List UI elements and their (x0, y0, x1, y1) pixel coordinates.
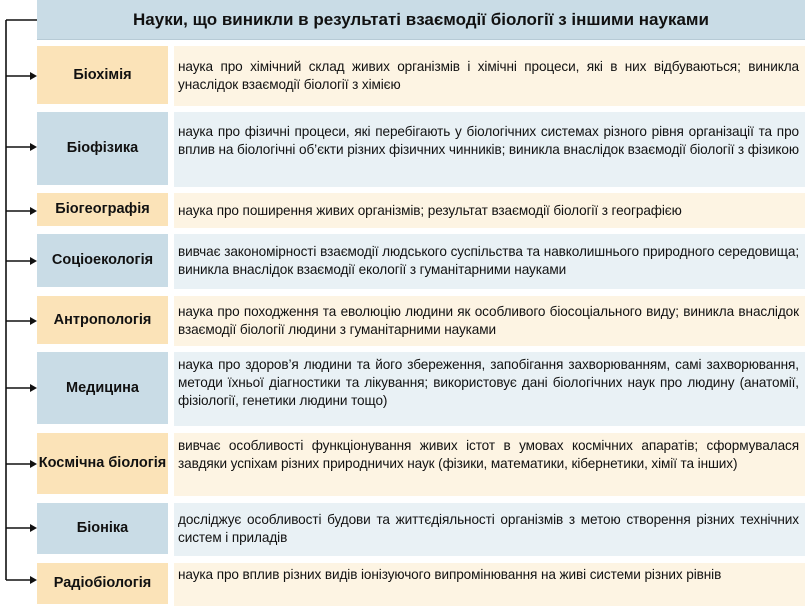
arrow-right-icon (6, 207, 37, 215)
science-name: Біофізика (37, 112, 168, 187)
science-name: Біохімія (37, 46, 168, 106)
science-row-radiobiology (37, 563, 805, 606)
arrow-right-icon (6, 576, 37, 584)
arrow-right-icon (6, 317, 37, 325)
science-description: вивчає закономірності взаємодії людського суспільства та навколишнього природного середовища; виникла внаслідок взаємодії екології з гуманітарними науками (174, 234, 805, 289)
science-description: наука про вплив різних видів іонізуючого випромінювання на живі системи різних рівнів (174, 563, 805, 606)
science-description: наука про походження та еволюцію людини як особливого біосоціального виду; виникла внаслідок взаємодії біології людини з гуманітарними науками (174, 296, 805, 346)
science-description: вивчає особливості функціонування живих істот в умовах космічних апаратів; сформувалася завдяки успіхам різних природничих наук (фізики, математики, кібернетики, хімії та інших) (174, 433, 805, 496)
science-name: Радіобіологія (37, 563, 168, 606)
science-name: Біоніка (37, 503, 168, 556)
science-row-biophysics (37, 112, 805, 187)
arrow-right-icon (6, 460, 37, 468)
science-description: наука про фізичні процеси, які перебігають у біологічних системах різного рівня організації та про вплив на біологічні об’єкти різних фізичних чинників; виникла внаслідок взаємодії біології з фізикою (174, 112, 805, 187)
connector-tree (0, 0, 40, 606)
science-row-anthropology (37, 296, 805, 346)
arrow-right-icon (6, 384, 37, 392)
science-row-space-biology (37, 433, 805, 496)
science-name: Антропологія (37, 296, 168, 346)
science-name: Медицина (37, 352, 168, 426)
arrow-right-icon (6, 72, 37, 80)
arrow-right-icon (6, 143, 37, 151)
science-row-medicine (37, 352, 805, 426)
science-description: наука про хімічний склад живих організмів і хімічні процеси, які в них відбуваються; виникла унаслідок взаємодії біології з хімією (174, 46, 805, 106)
science-name: Космічна біологія (37, 433, 168, 496)
science-name: Соціоекологія (37, 234, 168, 289)
science-name: Біогеографія (37, 193, 168, 228)
science-row-biogeography (37, 193, 805, 228)
science-row-biochemistry (37, 46, 805, 106)
science-row-bionics (37, 503, 805, 556)
science-description: наука про здоров’я людини та його збереження, запобігання захворюванням, самі захворювання, методи їхньої діагностики та лікування; використовує дані біологічних наук про людину (анатомії, фізіології, генетики людини тощо) (174, 352, 805, 426)
science-description: наука про поширення живих організмів; результат взаємодії біології з географією (174, 193, 805, 228)
arrow-right-icon (6, 524, 37, 532)
arrow-right-icon (6, 257, 37, 265)
page-title: Науки, що виникли в результаті взаємодії біології з іншими науками (37, 0, 805, 40)
science-description: досліджує особливості будови та життєдіяльності організмів з метою створення різних технічних систем і приладів (174, 503, 805, 556)
science-row-socioecology (37, 234, 805, 289)
